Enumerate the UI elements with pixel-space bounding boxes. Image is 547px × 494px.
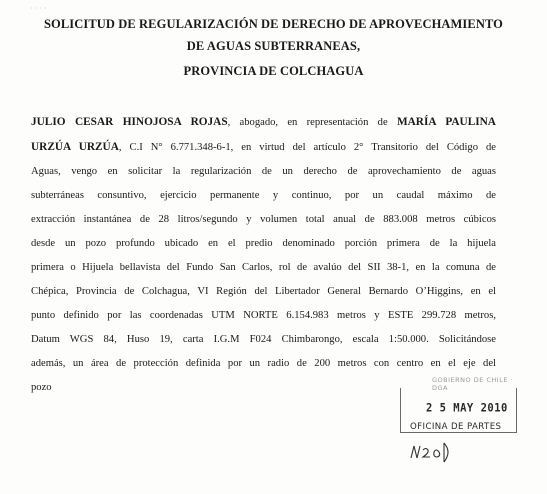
body-line-6: desde un pozo profundo ubicado en el predio denominado porción primera de la hijuela — [31, 238, 496, 249]
represented-name-part-2: URZÚA URZÚA — [31, 141, 119, 153]
body-line-11: además, un área de protección definida por un radio de 200 metros con centro en el eje del — [31, 358, 496, 369]
body-line-5: extracción instantánea de 28 litros/segundo y volumen total anual de 883.008 metros cúbicos — [31, 214, 496, 225]
body-line-1-rest: , abogado, en representación de — [227, 117, 397, 128]
stamp-date: 2 5 MAY 2010 — [426, 401, 508, 415]
corner-mark: ···· — [30, 4, 49, 13]
document-title-line-1: SOLICITUD DE REGULARIZACIÓN DE DERECHO DE APROVECHAMIENTO — [43, 17, 503, 31]
stamp-office: OFICINA DE PARTES — [410, 422, 502, 432]
body-line-9: punto definido por las coordenadas UTM NORTE 6.154.983 metros y ESTE 299.728 metros, — [31, 310, 496, 321]
body-line-7: primera o Hijuela bellavista del Fundo San Carlos, rol de avalúo del SII 38-1, en la comuna de — [31, 262, 496, 273]
applicant-name: JULIO CESAR HINOJOSA ROJAS — [31, 116, 228, 128]
represented-name-part-1: MARÍA PAULINA — [396, 116, 496, 128]
document-title-line-3: PROVINCIA DE COLCHAGUA — [183, 64, 364, 78]
body-line-3: Aguas, vengo en solicitar la regularización de un derecho de aprovechamiento de aguas — [31, 166, 496, 177]
body-line-10: Datum WGS 84, Huso 19, carta I.G.M F024 Chimbarongo, escala 1:50.000. Solicitándose — [31, 334, 496, 345]
body-line-12: pozo — [31, 382, 52, 393]
handwritten-note — [408, 440, 456, 464]
body-line-8: Chépica, Provincia de Colchagua, VI Región del Libertador General Bernardo O’Higgins, en el — [31, 286, 496, 297]
body-line-2 — [31, 135, 496, 160]
body-line-1 — [31, 110, 496, 135]
stamp-arc-text: GOBIERNO DE CHILE · DGA — [432, 376, 514, 392]
document-title-line-2: DE AGUAS SUBTERRANEAS, — [186, 39, 361, 53]
body-line-4: subterráneas consuntivo, ejercicio permanente y continuo, por un caudal máximo de — [31, 190, 496, 201]
body-line-2-rest: , C.I N° 6.771.348-6-1, en virtud del artículo 2° Transitorio del Código de — [118, 142, 496, 153]
document-body — [31, 110, 496, 400]
reception-stamp — [398, 374, 518, 438]
